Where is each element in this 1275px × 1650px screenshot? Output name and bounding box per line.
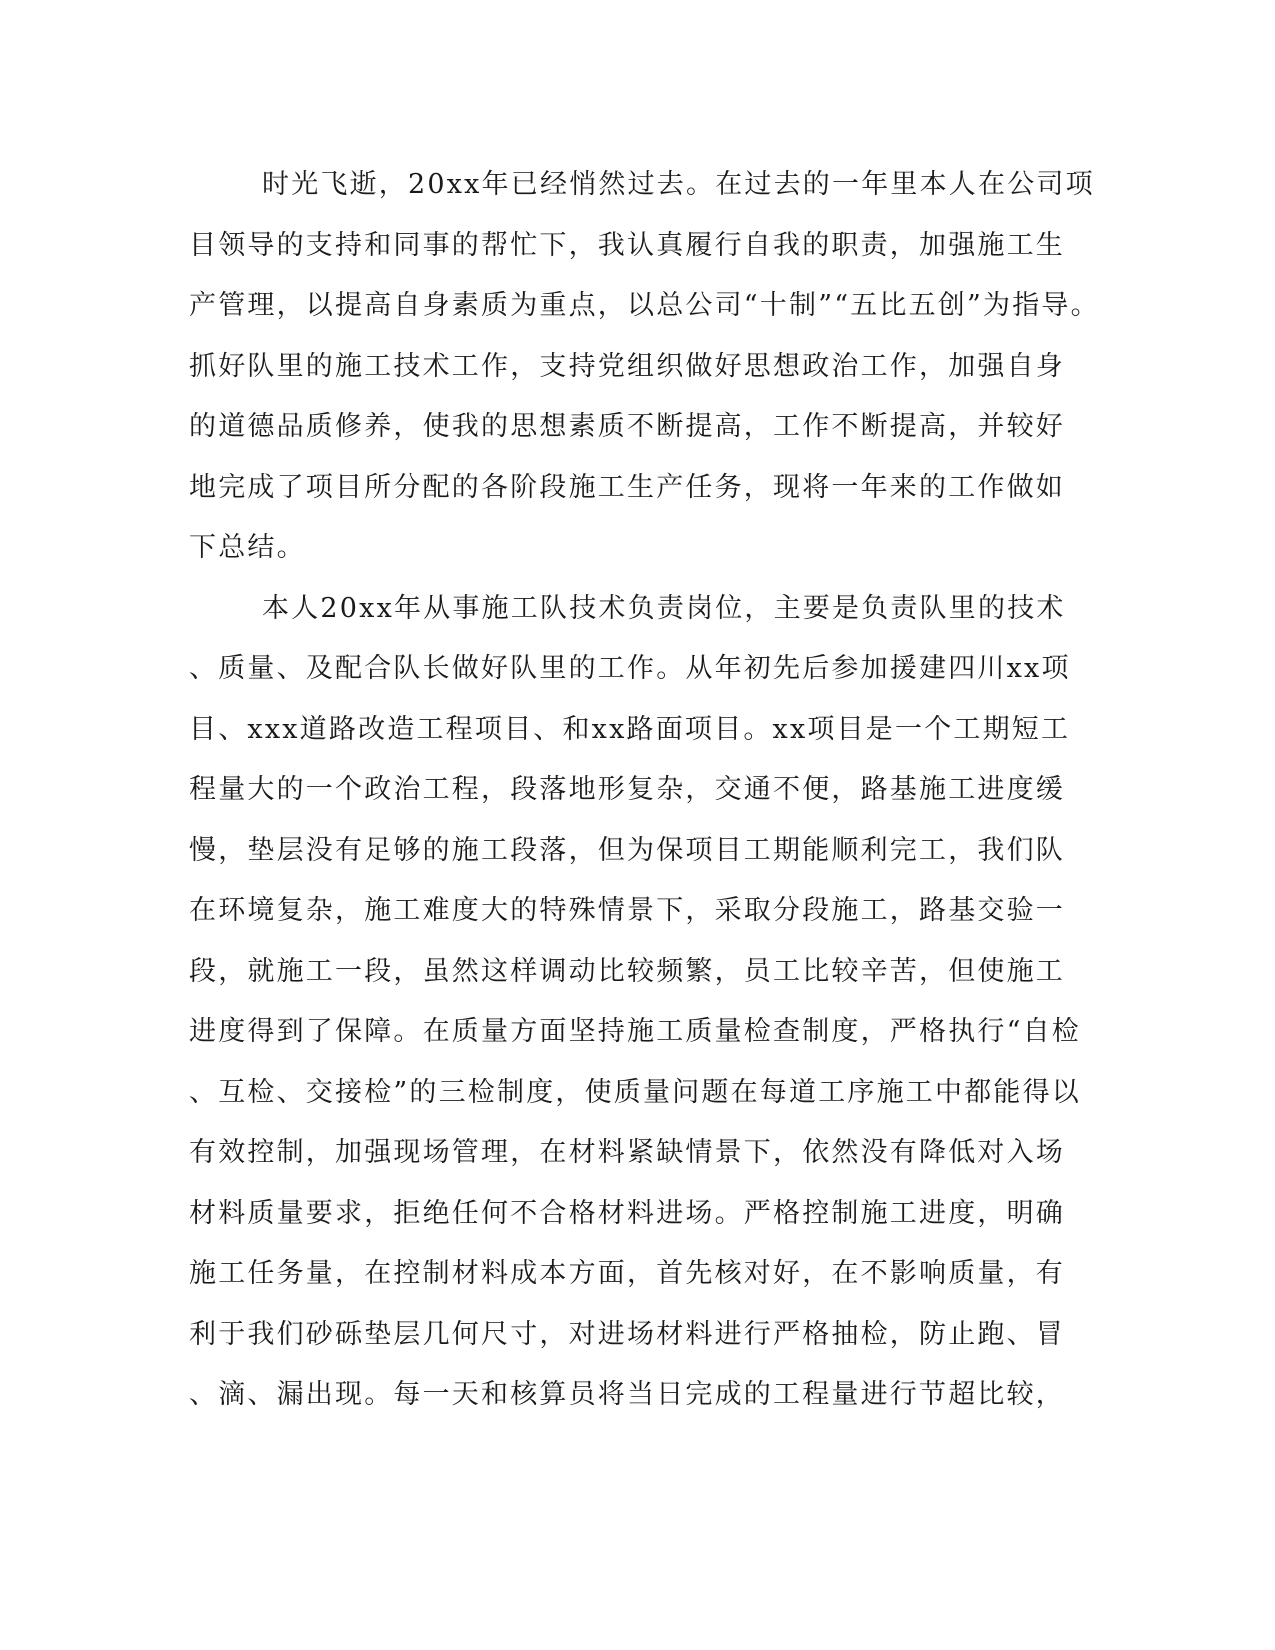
- text-line: 地完成了项目所分配的各阶段施工生产任务，现将一年来的工作做如: [189, 471, 1065, 503]
- text-line: 、质量、及配合队长做好队里的工作。从年初先后参加援建四川xx项: [189, 653, 1071, 684]
- text-line: 的道德品质修养，使我的思想素质不断提高，工作不断提高，并较好: [189, 411, 1065, 442]
- text-line: 材料质量要求，拒绝任何不合格材料进场。严格控制施工进度，明确: [189, 1197, 1065, 1229]
- text-line: 目领导的支持和同事的帮忙下，我认真履行自我的职责，加强施工生: [189, 229, 1065, 261]
- text-line: 慢，垫层没有足够的施工段落，但为保项目工期能顺利完工，我们队: [189, 834, 1065, 866]
- text-line: 有效控制，加强现场管理，在材料紧缺情景下，依然没有降低对入场: [189, 1137, 1065, 1168]
- document-body: [189, 155, 1100, 1426]
- text-line: 利于我们砂砾垫层几何尺寸，对进场材料进行严格抽检，防止跑、冒: [189, 1318, 1065, 1350]
- text-line: 段，就施工一段，虽然这样调动比较频繁，员工比较辛苦，但使施工: [189, 955, 1065, 987]
- text-line: 施工任务量，在控制材料成本方面，首先核对好，在不影响质量，有: [189, 1258, 1065, 1289]
- text-line: 时光飞逝，20xx年已经悄然过去。在过去的一年里本人在公司项: [262, 169, 1095, 200]
- text-line: 在环境复杂，施工难度大的特殊情景下，采取分段施工，路基交验一: [189, 895, 1065, 926]
- text-line: 抓好队里的施工技术工作，支持党组织做好思想政治工作，加强自身: [189, 350, 1065, 382]
- text-line: 目、xxx道路改造工程项目、和xx路面项目。xx项目是一个工期短工: [189, 713, 1071, 745]
- text-line: 产管理，以提高自身素质为重点，以总公司“十制”“五比五创”为指导。: [189, 290, 1100, 321]
- paragraph-1: [189, 155, 1100, 579]
- text-line: 程量大的一个政治工程，段落地形复杂，交通不便，路基施工进度缓: [189, 774, 1065, 805]
- text-line: 本人20xx年从事施工队技术负责岗位，主要是负责队里的技术: [262, 592, 1066, 624]
- text-line: 、互检、交接检”的三检制度，使质量问题在每道工序施工中都能得以: [189, 1076, 1082, 1108]
- text-line: 下总结。: [189, 532, 306, 563]
- text-line: 进度得到了保障。在质量方面坚持施工质量检查制度，严格执行“自检: [189, 1016, 1082, 1047]
- text-line: 、滴、漏出现。每一天和核算员将当日完成的工程量进行节超比较，: [189, 1379, 1065, 1410]
- paragraph-2: [189, 579, 1089, 1426]
